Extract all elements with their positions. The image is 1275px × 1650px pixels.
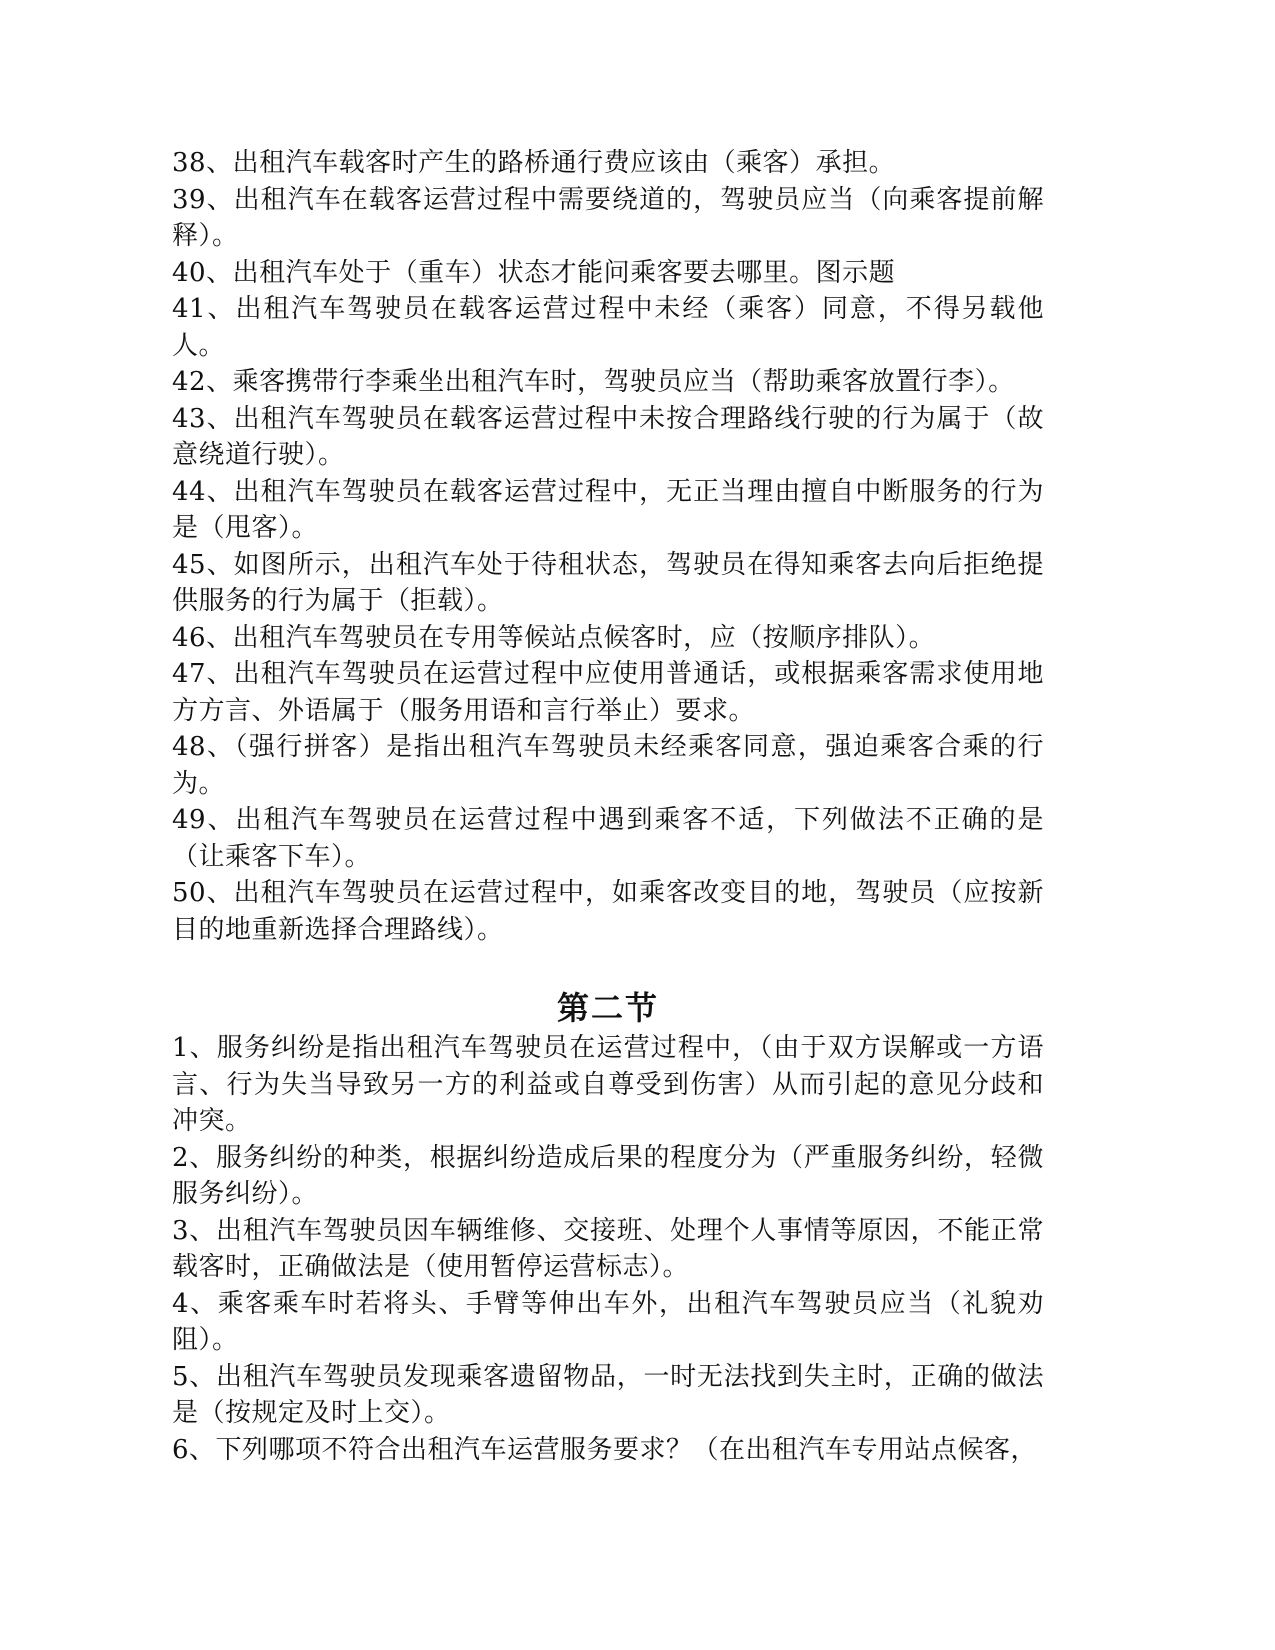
- question-42: 42、乘客携带行李乘坐出租汽车时，驾驶员应当（帮助乘客放置行李）。: [172, 367, 1015, 397]
- question-40: 40、出租汽车处于（重车）状态才能问乘客要去哪里。图示题: [172, 257, 896, 288]
- question-50: 50、出租汽车驾驶员在运营过程中，如乘客改变目的地，驾驶员（应按新目的地重新选择合理路线）。: [172, 878, 1044, 945]
- question-43: 43、出租汽车驾驶员在载客运营过程中未按合理路线行驶的行为属于（故意绕道行驶）。: [172, 403, 1044, 470]
- question-46: 46、出租汽车驾驶员在专用等候站点候客时，应（按顺序排队）。: [172, 622, 936, 653]
- question-41: 41、出租汽车驾驶员在载客运营过程中未经（乘客）同意，不得另载他人。: [172, 294, 1044, 361]
- section-2: [172, 1030, 1044, 1468]
- question-48: 48、（强行拼客）是指出租汽车驾驶员未经乘客同意，强迫乘客合乘的行为。: [172, 732, 1044, 799]
- question-47: 47、出租汽车驾驶员在运营过程中应使用普通话，或根据乘客需求使用地方方言、外语属于（服务用语和言行举止）要求。: [172, 659, 1044, 726]
- document-page: [172, 145, 1044, 1468]
- question-2: 2、服务纠纷的种类，根据纠纷造成后果的程度分为（严重服务纠纷，轻微服务纠纷）。: [172, 1142, 1044, 1209]
- question-44: 44、出租汽车驾驶员在载客运营过程中，无正当理由擅自中断服务的行为是（甩客）。: [172, 476, 1044, 543]
- section-title: 第二节: [556, 989, 659, 1027]
- question-49: 49、出租汽车驾驶员在运营过程中遇到乘客不适，下列做法不正确的是（让乘客下车）。: [172, 805, 1044, 872]
- question-38: 38、出租汽车载客时产生的路桥通行费应该由（乘客）承担。: [172, 148, 896, 178]
- question-4: 4、乘客乘车时若将头、手臂等伸出车外，出租汽车驾驶员应当（礼貌劝阻）。: [172, 1288, 1044, 1355]
- question-39: 39、出租汽车在载客运营过程中需要绕道的，驾驶员应当（向乘客提前解释）。: [172, 184, 1044, 251]
- question-1: 1、服务纠纷是指出租汽车驾驶员在运营过程中，（由于双方误解或一方语言、行为失当导致另一方的利益或自尊受到伤害）从而引起的意见分歧和冲突。: [172, 1033, 1044, 1136]
- section-1: [172, 145, 1044, 948]
- question-45: 45、如图所示，出租汽车处于待租状态，驾驶员在得知乘客去向后拒绝提供服务的行为属于（拒载）。: [172, 549, 1044, 616]
- question-5: 5、出租汽车驾驶员发现乘客遗留物品，一时无法找到失主时，正确的做法是（按规定及时上交）。: [172, 1361, 1044, 1428]
- question-6: 6、下列哪项不符合出租汽车运营服务要求？（在出租汽车专用站点候客，: [172, 1434, 1038, 1465]
- question-3: 3、出租汽车驾驶员因车辆维修、交接班、处理个人事情等原因，不能正常载客时，正确做法是（使用暂停运营标志）。: [172, 1215, 1044, 1282]
